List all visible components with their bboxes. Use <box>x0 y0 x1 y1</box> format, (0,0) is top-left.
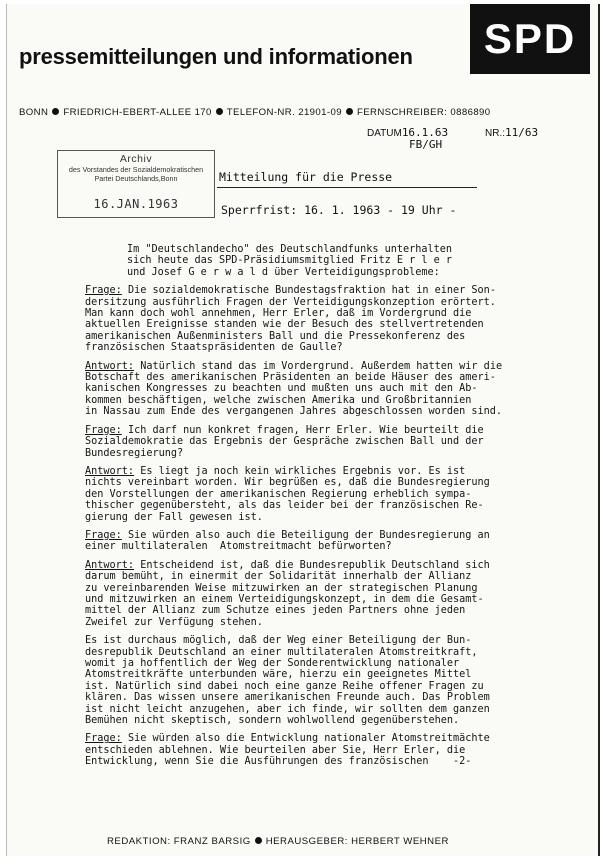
qa-text: kanischen Kongresses zu beachten und mußten uns auch mit den Ab- <box>85 383 478 395</box>
number-label: NR.: <box>485 128 505 139</box>
qa-text: Sie würden also die Entwicklung nationaler Atomstreitmächte <box>121 733 490 745</box>
qa-text: und mitzuwirken an einem Verteidigungskonzept, in dem die Gesamt- <box>85 593 484 605</box>
qa-paragraph <box>85 285 591 353</box>
bullet-icon <box>216 108 223 115</box>
bullet-icon <box>255 837 262 844</box>
address-telex: FERNSCHREIBER: 0886890 <box>356 107 491 118</box>
qa-text: in Nassau zum Ende des vergangenen Jahres abgeschlossen worden sind. <box>85 406 503 418</box>
qa-line <box>85 715 591 726</box>
qa-line <box>85 285 591 296</box>
qa-line <box>85 383 591 394</box>
qa-text: Sie würden also auch die Beteiligung der Bundesregierung an <box>121 529 490 541</box>
qa-line <box>85 436 591 447</box>
press-release-page <box>6 4 600 856</box>
address-line <box>19 107 591 118</box>
stamp-line-3: Partei Deutschlands,Bonn <box>94 174 178 183</box>
qa-text: mittel der Allianz zum Schutze eines jeden Partners ohne jeden <box>85 605 466 617</box>
qa-line <box>85 395 591 406</box>
address-city: BONN <box>19 107 49 118</box>
qa-line <box>85 669 591 680</box>
qa-text: womit ja hoffentlich der Weg der Sonderentwicklung nationaler <box>85 658 460 669</box>
qa-line <box>85 406 591 417</box>
stamp-line-2: des Vorstandes der Sozialdemokratischen <box>68 165 204 174</box>
qa-label: Frage: <box>85 529 122 541</box>
qa-text: Bundesregierung? <box>85 447 184 459</box>
qa-label: Frage: <box>85 424 122 436</box>
qa-line <box>85 477 591 488</box>
qa-line <box>85 466 591 477</box>
qa-text: thischer gegenübersteht, als das leider bei der französischen Re- <box>85 500 484 512</box>
date-value: 16.1.63 <box>401 126 449 139</box>
qa-text: Botschaft des amerikanischen Präsidenten an beide Häuser des ameri- <box>85 372 496 384</box>
qa-label: Frage: <box>85 733 122 745</box>
qa-line <box>85 733 591 744</box>
qa-text: Sozialdemokratie das Ergebnis der Gespräche zwischen Ball und der <box>85 436 484 448</box>
stamp-date: 16.JAN.1963 <box>93 197 179 211</box>
qa-text: entschieden ablehnen. Wie beurteilen aber Sie, Herr Erler, die <box>85 744 466 756</box>
qa-text: einer multilateralen Atomstreitmacht befürworten? <box>85 541 392 553</box>
qa-paragraph <box>85 530 591 553</box>
qa-line <box>85 658 591 669</box>
qa-line <box>85 319 591 330</box>
qa-text: Bemühen nicht skeptisch, sondern wohlwollend gegenüberstehen. <box>85 715 460 727</box>
qa-text: aktuellen Ereignisse standen wie der Besuch des stellvertretenden <box>85 319 484 331</box>
qa-line <box>85 647 591 658</box>
qa-label: Antwort: <box>85 360 135 372</box>
date-label: DATUM <box>367 128 402 139</box>
bullet-icon <box>52 108 59 115</box>
qa-line <box>85 583 591 594</box>
qa-line <box>85 512 591 523</box>
qa-paragraph <box>85 733 591 767</box>
qa-text: ist nicht leicht anzugehen, aber ich finde, wir sollten dem ganzen <box>85 703 490 715</box>
qa-paragraph <box>85 635 591 726</box>
number-field <box>485 126 538 139</box>
qa-line <box>85 372 591 383</box>
qa-text: amerikanischen Außenministers Ball und die Pressekonferenz des <box>85 330 466 342</box>
qa-text: den Vorstellungen der amerikanischen Regierung erheblich sympa- <box>85 488 472 500</box>
intro-line: und Josef G e r w a l d über Verteidigungsprobleme: <box>127 266 440 278</box>
qa-text: französischen Staatspräsidenten de Gaulle? <box>85 342 343 354</box>
stamp-title: Archiv <box>119 153 153 165</box>
qa-text: darum bemüht, in einermit der Solidarität innerhalb der Allianz <box>85 571 472 583</box>
press-notice-heading: Mitteilung für die Presse <box>219 170 393 184</box>
qa-list <box>85 285 591 767</box>
address-street: FRIEDRICH-EBERT-ALLEE 170 <box>63 107 212 118</box>
qa-line <box>85 594 591 605</box>
qa-line <box>85 635 591 646</box>
heading-rule <box>217 187 477 188</box>
qa-line <box>85 745 591 756</box>
qa-text: desrepublik Deutschland an einer multilateralen Atomstreitkraft, <box>85 646 478 658</box>
qa-text: Die sozialdemokratische Bundestagsfraktion hat in einer Son- <box>121 285 496 297</box>
qa-line <box>85 617 591 628</box>
qa-text: zu vereinbarenden Weise mitzuwirken an der strategischen Planung <box>85 582 478 594</box>
qa-text: dersitzung ausführlich Fragen der Verteidigungskonzeption erörtert. <box>85 296 496 308</box>
qa-text: kommen beschäftigen, welche zwischen Amerika und Großbritannien <box>85 394 472 406</box>
qa-line <box>85 331 591 342</box>
spd-logo: SPD <box>470 4 590 74</box>
qa-line <box>85 425 591 436</box>
qa-line <box>85 704 591 715</box>
author-initials: FB/GH <box>409 138 443 151</box>
qa-line <box>85 489 591 500</box>
interview-body <box>85 244 591 775</box>
qa-line <box>85 500 591 511</box>
qa-text: Natürlich stand das im Vordergrund. Außerdem hatten wir die <box>134 360 503 372</box>
qa-text: Entscheidend ist, daß die Bundesrepublik Deutschland sich <box>134 559 490 571</box>
qa-paragraph <box>85 560 591 628</box>
intro-paragraph <box>127 244 591 278</box>
qa-text: gierung der Fall gewesen ist. <box>85 511 263 523</box>
qa-label: Antwort: <box>85 559 135 571</box>
number-value: 11/63 <box>505 126 539 139</box>
qa-text: Es liegt ja noch kein wirkliches Ergebnis vor. Es ist <box>134 465 466 477</box>
embargo-line: Sperrfrist: 16. 1. 1963 - 19 Uhr - <box>221 203 457 217</box>
qa-text: nichts vereinbart worden. Wir begrüßen es, daß die Bundesregierung <box>85 477 490 489</box>
qa-text: Ich darf nun konkret fragen, Herr Erler. Wie beurteilt die <box>121 424 484 436</box>
footer-editor: REDAKTION: FRANZ BARSIG <box>107 836 251 847</box>
qa-text: Zweifel zur Verfügung stehen. <box>85 616 263 628</box>
intro-line: Im "Deutschlandecho" des Deutschlandfunks unterhalten <box>127 244 453 255</box>
qa-line <box>85 308 591 319</box>
qa-label: Frage: <box>85 285 122 297</box>
qa-line <box>85 560 591 571</box>
qa-line <box>85 605 591 616</box>
qa-line <box>85 571 591 582</box>
bullet-icon <box>346 108 353 115</box>
qa-line <box>85 756 591 767</box>
qa-text: Entwicklung, wenn Sie die Ausführungen des französischen -2- <box>85 756 472 768</box>
qa-line <box>85 361 591 372</box>
qa-line <box>85 448 591 459</box>
qa-text: Atomstreitkräfte unterbunden wäre, hierzu ein geeignetes Mittel <box>85 669 472 681</box>
qa-text: klären. Das wissen unsere amerikanischen Freunde auch. Das Problem <box>85 692 490 704</box>
qa-line <box>85 541 591 552</box>
qa-line <box>85 342 591 353</box>
qa-paragraph <box>85 361 591 418</box>
footer-publisher: HERAUSGEBER: HERBERT WEHNER <box>265 836 449 847</box>
address-phone: TELEFON-NR. 21901-09 <box>226 107 342 118</box>
qa-line <box>85 692 591 703</box>
qa-text: ist. Natürlich sind dabei noch eine ganze Reihe offener Fragen zu <box>85 680 484 692</box>
qa-label: Antwort: <box>85 465 135 477</box>
qa-paragraph <box>85 466 591 523</box>
qa-paragraph <box>85 425 591 459</box>
archive-stamp <box>57 150 215 218</box>
qa-text: Man kann doch wohl annehmen, Herr Erler, daß im Vordergrund die <box>85 308 472 320</box>
qa-line <box>85 681 591 692</box>
footer-credits <box>107 836 547 847</box>
qa-text: Es ist durchaus möglich, daß der Weg einer Beteiligung der Bun- <box>85 635 472 647</box>
masthead-title: pressemitteilungen und informationen <box>19 44 413 69</box>
intro-line: sich heute das SPD-Präsidiumsmitglied Fritz E r l e r <box>127 255 453 267</box>
qa-line <box>85 297 591 308</box>
qa-line <box>85 530 591 541</box>
